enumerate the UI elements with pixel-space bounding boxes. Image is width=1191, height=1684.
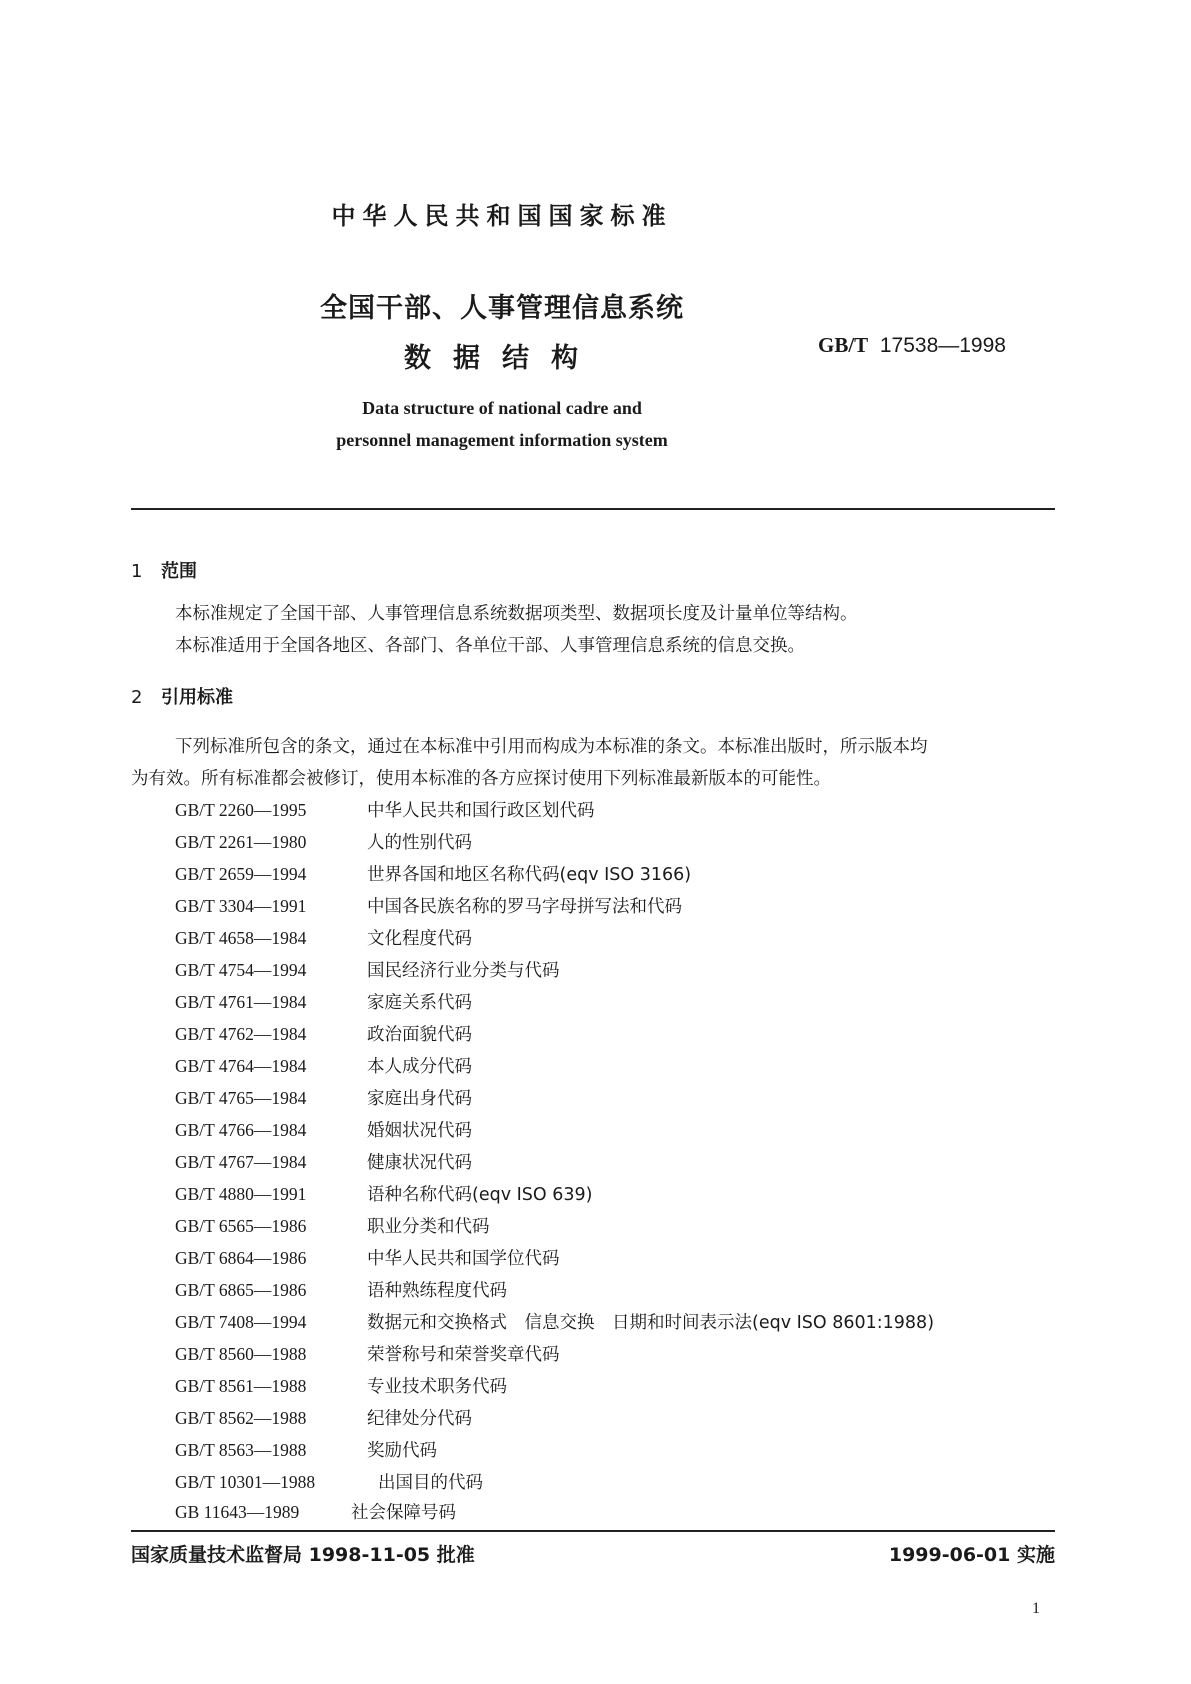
- reference-code: GB/T 4762—1984: [175, 1024, 307, 1044]
- reference-item: [175, 989, 472, 1014]
- reference-code: GB/T 4764—1984: [175, 1056, 307, 1076]
- page-number: 1: [1032, 1600, 1040, 1617]
- reference-item: [175, 1341, 560, 1366]
- reference-item: [175, 1405, 472, 1430]
- reference-code: GB/T 4880—1991: [175, 1184, 307, 1204]
- reference-code: GB/T 3304—1991: [175, 896, 307, 916]
- reference-item: [175, 925, 472, 950]
- reference-title: 文化程度代码: [367, 929, 472, 949]
- reference-title: 健康状况代码: [367, 1153, 472, 1173]
- reference-title: 语种名称代码(eqv ISO 639): [367, 1185, 593, 1205]
- section-1-title: 范围: [161, 561, 197, 582]
- reference-item: [175, 1277, 507, 1302]
- reference-item: [175, 1469, 483, 1494]
- reference-item: [175, 1117, 472, 1142]
- reference-item: [175, 1085, 472, 1110]
- reference-code: GB/T 4765—1984: [175, 1088, 307, 1108]
- reference-item: [175, 829, 472, 854]
- section-1-heading: [131, 557, 197, 583]
- reference-code: GB/T 2260—1995: [175, 800, 307, 820]
- reference-title: 人的性别代码: [367, 833, 472, 853]
- reference-item: [175, 1181, 592, 1206]
- reference-item: [175, 893, 682, 918]
- section-2-number: 2: [131, 687, 143, 708]
- reference-title: 语种熟练程度代码: [367, 1281, 507, 1301]
- reference-title: 纪律处分代码: [367, 1409, 472, 1429]
- reference-title: 中国各民族名称的罗马字母拼写法和代码: [367, 897, 682, 917]
- reference-item: [175, 1213, 490, 1238]
- document-title-line2: 数据结构: [404, 343, 600, 374]
- reference-code: GB/T 4754—1994: [175, 960, 307, 980]
- reference-item: [175, 861, 691, 886]
- reference-title: 荣誉称号和荣誉奖章代码: [367, 1345, 560, 1365]
- reference-item: [175, 957, 560, 982]
- footer-divider: [131, 1530, 1055, 1532]
- standard-code-prefix: GB/T: [818, 333, 869, 357]
- reference-title: 社会保障号码: [351, 1503, 456, 1523]
- section-1-number: 1: [131, 561, 143, 582]
- reference-code: GB/T 2659—1994: [175, 864, 307, 884]
- reference-code: GB/T 8560—1988: [175, 1344, 307, 1364]
- section-2-intro-line2: 为有效。所有标准都会被修订，使用本标准的各方应探讨使用下列标准最新版本的可能性。: [131, 769, 831, 789]
- reference-code: GB/T 6865—1986: [175, 1280, 307, 1300]
- effective-date: 1999-06-01 实施: [888, 1544, 1055, 1566]
- document-title-line1: 全国干部、人事管理信息系统: [320, 293, 684, 324]
- reference-title: 本人成分代码: [367, 1057, 472, 1077]
- reference-code: GB/T 4761—1984: [175, 992, 307, 1012]
- reference-item: [175, 1149, 472, 1174]
- reference-code: GB/T 4658—1984: [175, 928, 307, 948]
- reference-title: 家庭出身代码: [367, 1089, 472, 1109]
- english-title-line2: personnel management information system: [336, 430, 668, 450]
- reference-code: GB/T 8561—1988: [175, 1376, 307, 1396]
- reference-title: 数据元和交换格式 信息交换 日期和时间表示法(eqv ISO 8601:1988): [367, 1313, 935, 1333]
- reference-title: 中华人民共和国行政区划代码: [367, 801, 595, 821]
- reference-item: [175, 1021, 472, 1046]
- section-2-intro-line1: 下列标准所包含的条文，通过在本标准中引用而构成为本标准的条文。本标准出版时，所示版本均: [175, 737, 928, 757]
- standard-code-number: 17538—1998: [879, 334, 1006, 357]
- reference-code: GB/T 4766—1984: [175, 1120, 307, 1140]
- reference-title: 婚姻状况代码: [367, 1121, 472, 1141]
- reference-item: [175, 1499, 456, 1524]
- reference-title: 世界各国和地区名称代码(eqv ISO 3166): [367, 865, 692, 885]
- reference-title: 国民经济行业分类与代码: [367, 961, 560, 981]
- reference-code: GB/T 8563—1988: [175, 1440, 307, 1460]
- reference-code: GB/T 6864—1986: [175, 1248, 307, 1268]
- reference-title: 政治面貌代码: [367, 1025, 472, 1045]
- reference-code: GB/T 8562—1988: [175, 1408, 307, 1428]
- reference-code: GB/T 6565—1986: [175, 1216, 307, 1236]
- reference-item: [175, 1437, 437, 1462]
- reference-item: [175, 1053, 472, 1078]
- english-title-line1: Data structure of national cadre and: [362, 398, 642, 418]
- standard-code: [818, 333, 1006, 358]
- reference-title: 出国目的代码: [378, 1473, 483, 1493]
- reference-item: [175, 1373, 507, 1398]
- reference-item: [175, 1245, 560, 1270]
- section-2-heading: [131, 683, 233, 709]
- reference-code: GB/T 7408—1994: [175, 1312, 307, 1332]
- section-1-paragraph-1: 本标准规定了全国干部、人事管理信息系统数据项类型、数据项长度及计量单位等结构。: [175, 604, 858, 624]
- approval-statement: 国家质量技术监督局 1998-11-05 批准: [131, 1544, 475, 1566]
- reference-title: 奖励代码: [367, 1441, 437, 1461]
- national-standard-heading: 中华人民共和国国家标准: [331, 202, 673, 230]
- section-2-title: 引用标准: [161, 687, 233, 708]
- header-divider: [131, 508, 1055, 510]
- reference-title: 家庭关系代码: [367, 993, 472, 1013]
- reference-item: [175, 797, 595, 822]
- reference-code: GB 11643—1989: [175, 1502, 300, 1522]
- reference-title: 中华人民共和国学位代码: [367, 1249, 560, 1269]
- reference-code: GB/T 4767—1984: [175, 1152, 307, 1172]
- section-1-paragraph-2: 本标准适用于全国各地区、各部门、各单位干部、人事管理信息系统的信息交换。: [175, 636, 805, 656]
- reference-code: GB/T 2261—1980: [175, 832, 307, 852]
- reference-title: 职业分类和代码: [367, 1217, 490, 1237]
- reference-item: [175, 1309, 934, 1334]
- reference-title: 专业技术职务代码: [367, 1377, 507, 1397]
- reference-code: GB/T 10301—1988: [175, 1472, 316, 1492]
